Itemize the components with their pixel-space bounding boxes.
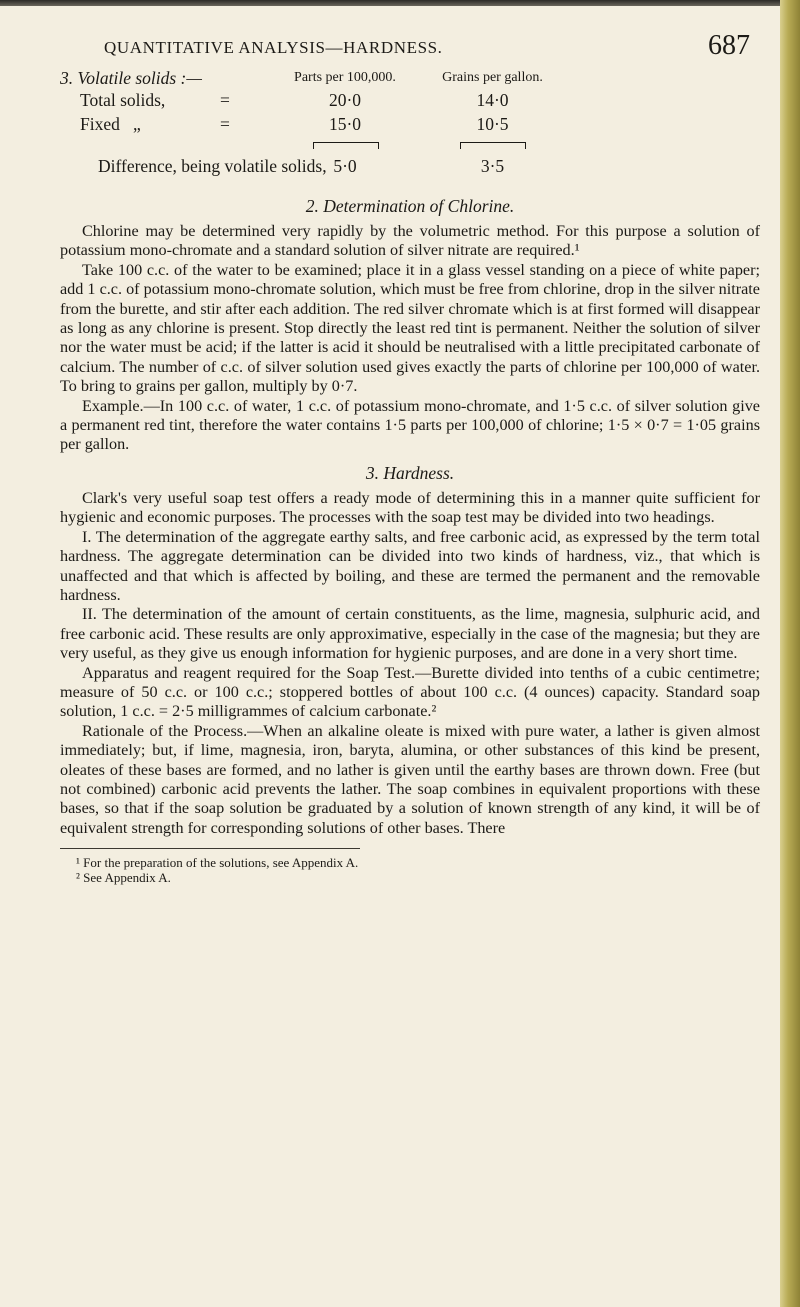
difference-parts-value: 5·0 [333, 156, 357, 176]
grains-bracket [460, 142, 526, 149]
paragraph: I. The determination of the aggregate earthy salts, and free carbonic acid, as expressed by the term total hardness. The aggregate determination can be divided into two kinds of hardness, viz., that which is unaffected and that which is affected by boiling, and these are termed the permanent and the removable hardness. [60, 527, 760, 604]
footnote: ¹ For the preparation of the solutions, see Appendix A. [76, 855, 359, 871]
column-header-grains: Grains per gallon. [442, 70, 543, 85]
page-header [60, 26, 760, 66]
book-page [60, 26, 760, 885]
paragraph: II. The determination of the amount of certain constituents, as the lime, magnesia, sulphuric acid, and free carbonic acid. These results are only approximative, especially in the case of the magnesia; but they are very useful, as they give us enough information for hygienic purposes, and are done in a very short time. [60, 605, 760, 663]
table-row [60, 90, 760, 112]
parts-bracket [313, 142, 379, 149]
footnotes [60, 848, 360, 885]
column-header-parts: Parts per 100,000. [294, 70, 396, 85]
page-number: 687 [708, 30, 750, 61]
paragraph: Take 100 c.c. of the water to be examined; place it in a glass vessel standing on a piece of white paper; add 1 c.c. of potassium mono-chromate solution, which must be free from chlorine, drop in the silver nitrate from the burette, and stir after each addition. The red silver chromate which is at first formed will disappear as long as any chlorine is present. Stop directly the least red tint is permanent. Neither the solution of silver nor the water must be acid; if the latter is acid it should be neutralised with a little precipitated carbonate of calcium. The number of c.c. of silver solution used gives exactly the parts of chlorine per 100,000 of water. To bring to grains per gallon, multiply by 0·7. [60, 260, 760, 396]
row-parts-value: 15·0 [328, 114, 362, 134]
row-equals: = [220, 114, 230, 134]
paragraph: Example.—In 100 c.c. of water, 1 c.c. of potassium mono-chromate, and 1·5 c.c. of silver solution give a permanent red tint, therefore the water contains 1·5 parts per 100,000 of chlorine; 1·5 × 0·7 = 1·05 grains per gallon. [60, 396, 760, 454]
hardness-title-text: 3. Hardness. [365, 462, 455, 483]
difference-label: Difference, being volatile solids, [98, 156, 327, 176]
table-row [60, 114, 760, 136]
chlorine-section-title [60, 196, 760, 217]
footnote: ² See Appendix A. [76, 870, 171, 886]
volatile-solids-table [60, 66, 760, 188]
row-grains-value: 14·0 [476, 90, 509, 110]
book-spine-edge [780, 0, 800, 1307]
hardness-section-title [60, 463, 760, 484]
row-equals: = [220, 90, 230, 110]
row-label: Total solids, [80, 90, 166, 110]
row-grains-value: 10·5 [476, 114, 509, 134]
scan-top-edge [0, 0, 800, 6]
volatile-solids-heading: 3. Volatile solids :— [60, 68, 202, 88]
running-head: QUANTITATIVE ANALYSIS—HARDNESS. [104, 38, 443, 57]
table-row-difference [60, 156, 760, 178]
paragraph: Rationale of the Process.—When an alkaline oleate is mixed with pure water, a lather is given almost immediately; but, if lime, magnesia, iron, baryta, alumina, or other substances of this kind be present, oleates of these bases are formed, and no lather is given until the earthy bases are thrown down. Free (but not combined) carbonic acid prevents the lather. The soap combines in equivalent proportions with these bases, so that if the soap solution be graduated by a solution of known strength of any kind, it will be of equivalent strength for corresponding solutions of other bases. There [60, 721, 760, 837]
paragraph: Chlorine may be determined very rapidly by the volumetric method. For this purpose a solution of potassium mono-chromate and a standard solution of silver nitrate are required.¹ [60, 222, 760, 260]
row-parts-value: 20·0 [328, 90, 362, 110]
row-label: Fixed „ [80, 114, 141, 134]
paragraph: Apparatus and reagent required for the Soap Test.—Burette divided into tenths of a cubic centimetre; measure of 50 c.c. or 100 c.c.; stoppered bottles of about 100 c.c. (4 ounces) capacity. Standard soap solution, 1 c.c. = 2·5 milligrammes of calcium carbonate.² [60, 663, 760, 721]
paragraph: Clark's very useful soap test offers a ready mode of determining this in a manner quite sufficient for hygienic and economic purposes. The processes with the soap test may be divided into two headings. [60, 488, 760, 527]
chlorine-title-text: 2. Determination of Chlorine. [305, 196, 515, 216]
difference-grains-value: 3·5 [480, 156, 505, 176]
